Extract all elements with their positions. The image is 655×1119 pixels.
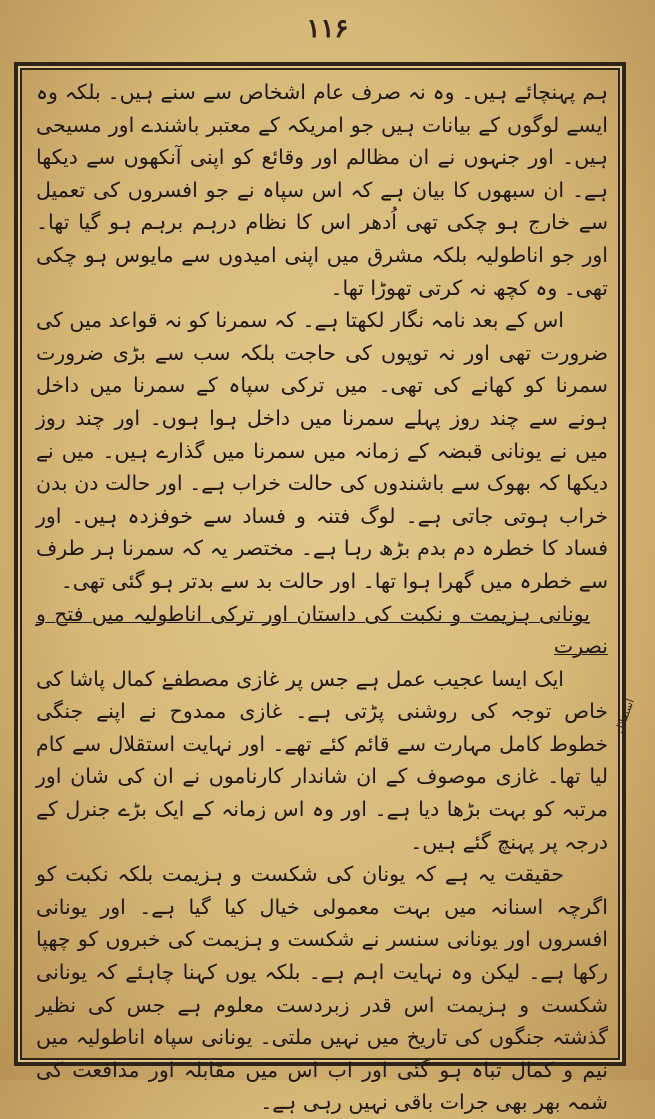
paragraph-4: حقیقت یہ ہے کہ یونان کی شکست و ہزیمت بلکہ نکبت کو اگرچہ اسنانہ میں بہت معمولی خیال کیا گیا ہے۔ اور یونانی افسروں اور یونانی سنسر نے شکست و ہزیمت کی خبروں کو چھپا رکھا ہے۔ لیکن وہ نہایت اہم ہے۔ بلکہ یوں کہنا چاہئے کہ یونانی شکست و ہزیمت اس قدر زبردست معلوم ہے جس کی نظیر گذشتہ جنگوں کی تاریخ میں نہیں ملتی۔ یونانی سپاہ اناطولیہ میں نیم و کمال تباہ ہو گئی اور اب اس میں مقابلہ اور مدافعت کی شمہ بھر بھی جرات باقی نہیں رہی ہے۔	[36, 862, 608, 1115]
text-body	[36, 76, 608, 1115]
paragraph-3: ایک ایسا عجیب عمل ہے جس پر غازی مصطفےٰ کمال پاشا کی خاص توجہ کی روشنی پڑتی ہے۔ غازی ممدوح نے اپنے جنگی خطوط کامل مہارت سے قائم کئے تھے۔ اور نہایت استقلال سے کام لیا تھا۔ غازی موصوف کے ان شاندار کارناموں نے ان کی شان اور مرتبہ کو بہت بڑھا دیا ہے۔ اور وہ اس زمانہ کے ایک بڑے جنرل کے درجہ پر پہنچ گئے ہیں۔	[36, 666, 608, 854]
page-number: ۱۱۶	[306, 14, 349, 44]
margin-note: استقلال	[612, 697, 638, 736]
paragraph-2: اس کے بعد نامہ نگار لکھتا ہے۔ کہ سمرنا کو نہ قواعد میں کی ضرورت تھی اور نہ توپوں کی حاجت بلکہ سب سے بڑی ضرورت سمرنا کو کھانے کی تھی۔ میں ترکی سپاہ کے سمرنا میں داخل ہونے سے چند روز پہلے سمرنا میں داخل ہوا ہوں۔ اور چند روز میں نے یونانی قبضہ کے زمانہ میں سمرنا میں گذارے ہیں۔ میں نے دیکھا کہ بھوک سے باشندوں کی حالت خراب ہے۔ اور حالت دن بدن خراب ہوتی جاتی ہے۔ لوگ فتنہ و فساد سے خوفزدہ ہیں۔ اور فساد کا خطرہ دم بدم بڑھ رہا ہے۔ مختصر یہ کہ سمرنا ہر طرف سے خطرہ میں گھرا ہوا تھا۔ اور حالت بد سے بدتر ہو گئی تھی۔	[36, 308, 608, 593]
section-heading: یونانی ہزیمت و نکبت کی داستان اور ترکی اناطولیہ میں فتح و نصرت	[36, 601, 608, 659]
paragraph-1: ہم پہنچائے ہیں۔ وہ نہ صرف عام اشخاص سے سنے ہیں۔ بلکہ وہ ایسے لوگوں کے بیانات ہیں جو امریکہ کے معتبر باشندے اور مسیحی ہیں۔ اور جنہوں نے ان مظالم اور وقائع کو اپنی آنکھوں سے دیکھا ہے۔ ان سبھوں کا بیان ہے کہ اس سپاہ نے جو افسروں کی تعمیل سے خارج ہو چکی تھی اُدھر اس کا نظام درہم برہم ہو گیا تھا۔ اور جو اناطولیہ بلکہ مشرق میں اپنی امیدوں سے مایوس ہو چکی تھی۔ وہ کچھ نہ کرتی تھوڑا تھا۔	[36, 80, 608, 300]
